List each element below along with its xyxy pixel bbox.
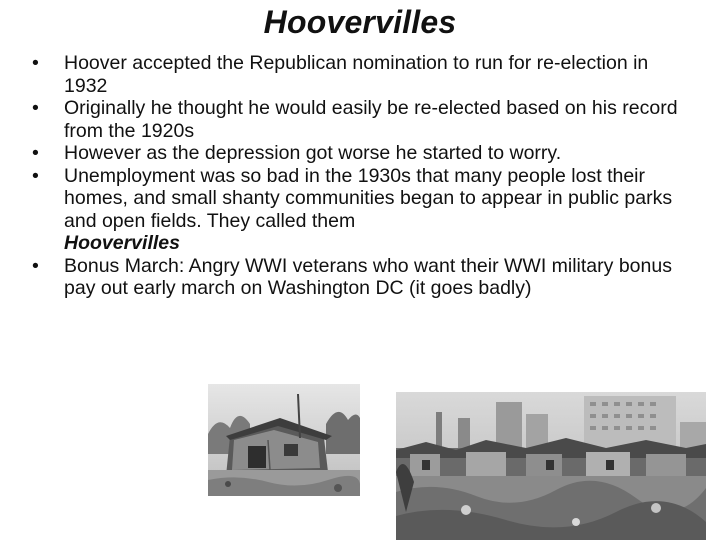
slide-title: Hoovervilles (263, 4, 457, 40)
bullet-text: Originally he thought he would easily be re-elected based on his record from the 1920s (64, 97, 678, 142)
bullet-text: Unemployment was so bad in the 1930s that many people lost their homes, and small shanty communities began to appear in public parks and open fields. They called them (64, 164, 673, 232)
bullet-item (26, 255, 690, 300)
bullet-text: However as the depression got worse he started to worry. (64, 142, 562, 164)
shantytown-city-photo (396, 392, 706, 540)
shack-photo (208, 384, 360, 496)
bullet-emphasis: Hoovervilles (64, 232, 180, 254)
bullet-item (26, 97, 690, 142)
bullet-text: Bonus March: Angry WWI veterans who want their WWI military bonus pay out early march on Washington DC (it goes badly) (64, 254, 672, 299)
bullet-item (26, 142, 690, 165)
bullet-text: Hoover accepted the Republican nomination to run for re-election in 1932 (64, 52, 649, 97)
bullet-list (26, 52, 690, 300)
bullet-item (26, 52, 690, 97)
bullet-item (26, 165, 690, 255)
